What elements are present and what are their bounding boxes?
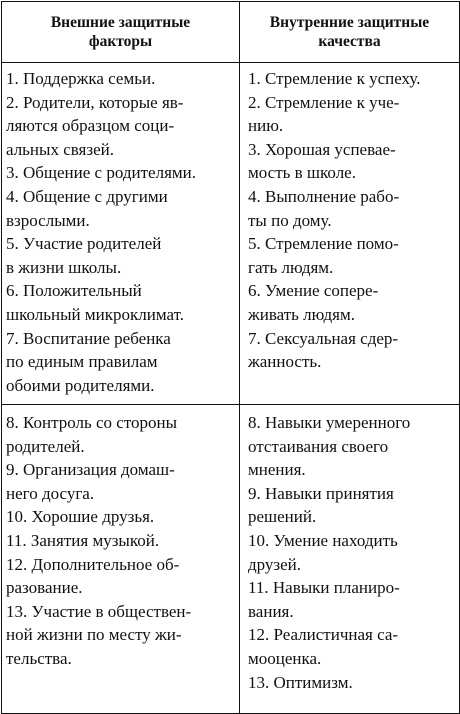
text-line: живать людям. (248, 304, 355, 324)
text-line: в жизни школы. (6, 257, 122, 277)
text-line: 4. Выполнение рабо- (248, 186, 400, 206)
text-line: 7. Сексуальная сдер- (248, 328, 399, 348)
text-line: 7. Воспитание ребенка (6, 328, 171, 348)
text-line: ты по дому. (248, 210, 332, 230)
text-line: мость в школе. (248, 163, 356, 183)
text-line: 10. Хорошие друзья. (6, 507, 155, 527)
text-line: 12. Дополнительное об- (6, 554, 180, 574)
text-line: 5. Участие родителей (6, 234, 162, 254)
text-line: жанность. (248, 352, 322, 372)
text-line: мнения. (248, 460, 306, 480)
text-line: 3. Хорошая успевае- (248, 139, 396, 159)
text-line: 11. Занятия музыкой. (6, 530, 160, 550)
text-line: 9. Навыки принятия (248, 483, 394, 503)
text-line: 11. Навыки планиро- (248, 578, 400, 598)
text-line: 13. Оптимизм. (248, 672, 353, 692)
protective-factors-table (1, 1, 460, 714)
header-external-factors (2, 2, 240, 63)
text-line: гать людям. (248, 257, 334, 277)
header-text-line: качества (318, 33, 381, 50)
table-row (2, 405, 460, 714)
text-line: 1. Поддержка семьи. (6, 69, 156, 88)
text-line: 1. Стремление к успеху. (248, 69, 421, 88)
text-line: 2. Родители, которые яв- (6, 92, 184, 112)
text-line: 6. Умение сопере- (248, 281, 379, 301)
internal-qualities-cell (240, 63, 460, 405)
header-text-line: факторы (88, 33, 153, 50)
text-line: ляются образцом соци- (6, 116, 175, 136)
text-line: 6. Положительный (6, 281, 142, 301)
text-line: разование. (6, 578, 83, 598)
table-row (2, 63, 460, 405)
text-line: 4. Общение с другими (6, 186, 168, 206)
text-line: вания. (248, 601, 294, 621)
text-line: 5. Стремление помо- (248, 234, 399, 254)
text-line: 12. Реалистичная са- (248, 625, 399, 645)
text-line: 13. Участие в обществен- (6, 601, 192, 621)
text-line: 10. Умение находить (248, 530, 398, 550)
text-line: ной жизни по месту жи- (6, 625, 182, 645)
text-line: 2. Стремление к уче- (248, 92, 400, 112)
header-internal-qualities (240, 2, 460, 63)
text-line: отстаивания своего (248, 436, 389, 456)
text-line: альных связей. (6, 139, 114, 159)
table-header-row (2, 2, 460, 63)
text-line: взрослыми. (6, 210, 90, 230)
text-line: обоими родителями. (6, 375, 155, 395)
external-factors-cell (2, 63, 240, 405)
text-line: тельства. (6, 648, 72, 668)
text-line: школьный микроклимат. (6, 304, 184, 324)
external-factors-cell (2, 405, 240, 714)
text-line: решений. (248, 507, 317, 527)
text-line: 8. Навыки умеренного (248, 413, 411, 432)
text-line: 3. Общение с родителями. (6, 163, 196, 183)
internal-qualities-cell (240, 405, 460, 714)
header-text-line: Внутренние защитные (269, 14, 430, 31)
text-line: него досуга. (6, 483, 95, 503)
text-line: родителей. (6, 436, 85, 456)
text-line: 8. Контроль со стороны (6, 413, 178, 432)
text-line: по единым правилам (6, 352, 158, 372)
text-line: нию. (248, 116, 284, 136)
header-text-line: Внешние защитные (50, 14, 191, 31)
text-line: друзей. (248, 554, 302, 574)
text-line: 9. Организация домаш- (6, 460, 175, 480)
text-line: мооценка. (248, 648, 322, 668)
